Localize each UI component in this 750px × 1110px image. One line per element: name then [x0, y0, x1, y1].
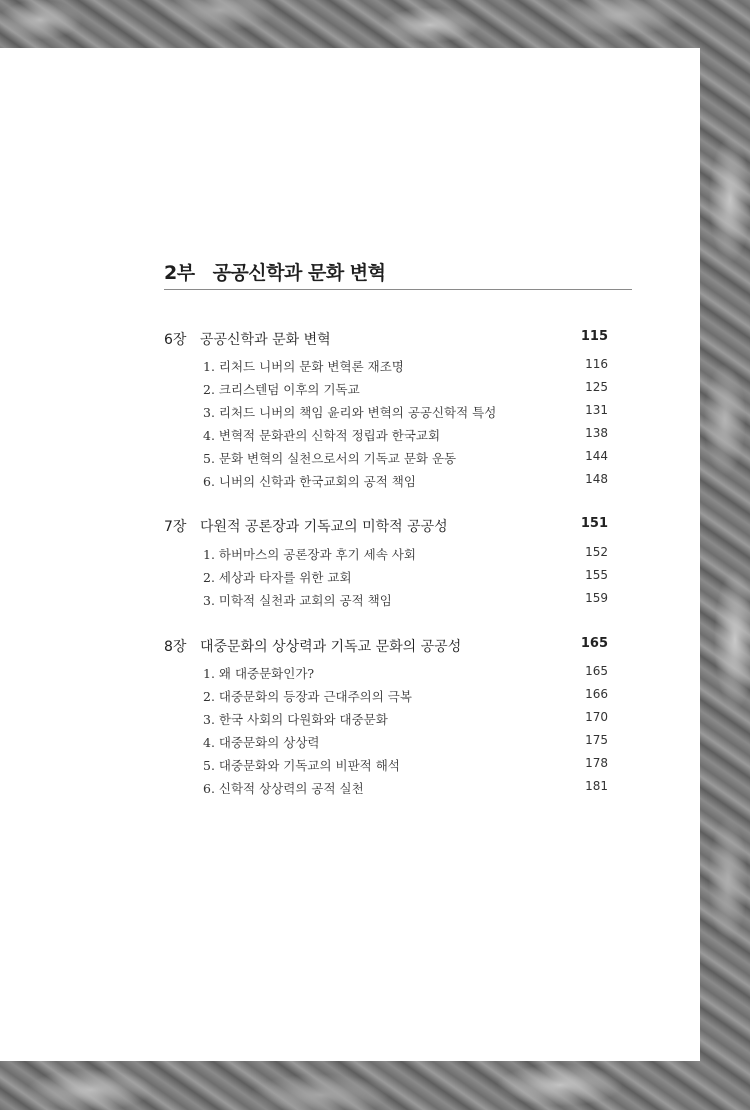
part-heading	[164, 258, 632, 290]
toc-section[interactable]	[203, 591, 608, 611]
section-page-number: 155	[585, 568, 608, 582]
section-page-number: 159	[585, 591, 608, 605]
section-title: 3. 한국 사회의 다원화와 대중문화	[203, 712, 388, 727]
toc-section[interactable]	[203, 357, 608, 377]
section-title: 6. 신학적 상상력의 공적 실천	[203, 781, 364, 796]
section-page-number: 181	[585, 779, 608, 793]
section-title: 3. 미학적 실천과 교회의 공적 책임	[203, 593, 392, 608]
toc-section[interactable]	[203, 545, 608, 565]
section-title: 1. 왜 대중문화인가?	[203, 666, 315, 681]
section-title: 1. 리처드 니버의 문화 변혁론 재조명	[203, 359, 404, 374]
toc-section[interactable]	[203, 756, 608, 776]
section-title: 6. 니버의 신학과 한국교회의 공적 책임	[203, 474, 416, 489]
chapter-page-number: 115	[580, 329, 608, 344]
section-page-number: 178	[585, 756, 608, 770]
toc-chapter[interactable]	[164, 516, 608, 538]
chapter-title: 다원적 공론장과 기독교의 미학적 공공성	[200, 519, 448, 535]
section-title: 1. 하버마스의 공론장과 후기 세속 사회	[203, 547, 416, 562]
toc-section[interactable]	[203, 687, 608, 707]
toc-section[interactable]	[203, 710, 608, 730]
toc-section[interactable]	[203, 733, 608, 753]
section-title: 5. 문화 변혁의 실천으로서의 기독교 문화 운동	[203, 451, 457, 466]
section-page-number: 116	[585, 357, 608, 371]
chapter-title: 공공신학과 문화 변혁	[200, 332, 331, 348]
chapter-label: 6장	[164, 332, 187, 348]
chapter-page-number: 165	[580, 636, 608, 651]
toc-section[interactable]	[203, 403, 608, 423]
section-page-number: 170	[585, 710, 608, 724]
section-page-number: 148	[585, 472, 608, 486]
section-title: 2. 대중문화의 등장과 근대주의의 극복	[203, 689, 412, 704]
part-title: 공공신학과 문화 변혁	[212, 262, 386, 284]
toc-section[interactable]	[203, 380, 608, 400]
section-page-number: 131	[585, 403, 608, 417]
toc-section[interactable]	[203, 472, 608, 492]
section-page-number: 138	[585, 426, 608, 440]
toc-section[interactable]	[203, 568, 608, 588]
toc-section[interactable]	[203, 449, 608, 469]
chapter-label: 7장	[164, 519, 187, 535]
chapter-page-number: 151	[580, 516, 608, 531]
chapter-label: 8장	[164, 639, 187, 655]
section-title: 2. 크리스텐덤 이후의 기독교	[203, 382, 360, 397]
section-page-number: 152	[585, 545, 608, 559]
section-page-number: 144	[585, 449, 608, 463]
chapter-title: 대중문화의 상상력과 기독교 문화의 공공성	[200, 639, 462, 655]
toc-section[interactable]	[203, 779, 608, 799]
section-title: 4. 변혁적 문화관의 신학적 정립과 한국교회	[203, 428, 441, 443]
toc-section[interactable]	[203, 664, 608, 684]
section-title: 4. 대중문화의 상상력	[203, 735, 320, 750]
section-page-number: 125	[585, 380, 608, 394]
section-title: 3. 리처드 니버의 책임 윤리와 변혁의 공공신학적 특성	[203, 405, 497, 420]
toc-section[interactable]	[203, 426, 608, 446]
section-title: 2. 세상과 타자를 위한 교회	[203, 570, 352, 585]
toc-chapter[interactable]	[164, 636, 608, 658]
part-number: 2부	[164, 262, 195, 284]
section-page-number: 166	[585, 687, 608, 701]
section-page-number: 175	[585, 733, 608, 747]
toc-chapter[interactable]	[164, 329, 608, 351]
section-page-number: 165	[585, 664, 608, 678]
section-title: 5. 대중문화와 기독교의 비판적 해석	[203, 758, 400, 773]
